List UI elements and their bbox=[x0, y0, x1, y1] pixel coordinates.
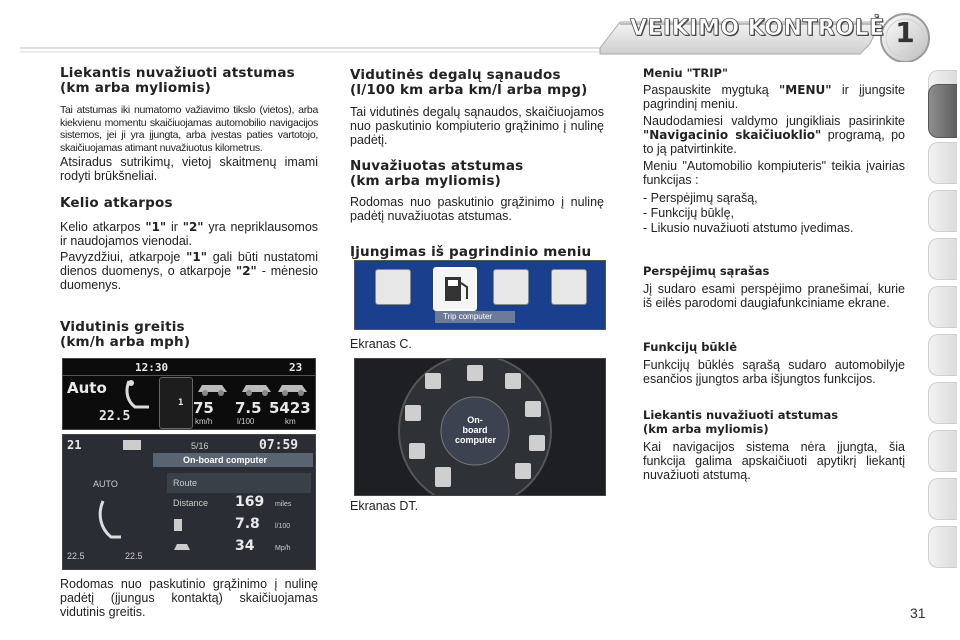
row-consumption[interactable] bbox=[167, 515, 311, 535]
column-middle bbox=[350, 68, 604, 260]
caption: Ekranas DT. bbox=[350, 499, 419, 513]
chapter-title: VEIKIMO KONTROLĖ bbox=[630, 16, 885, 41]
chapter-tab-active[interactable] bbox=[928, 84, 957, 138]
list-item: - Likusio nuvažiuoti atstumo įvedimas. bbox=[643, 221, 854, 235]
paragraph: Meniu "Automobilio kompiuteris" teikia įvairias funkcijas : bbox=[643, 159, 905, 187]
distance-unit: km bbox=[285, 417, 296, 426]
display-screen-dt-menu bbox=[354, 358, 606, 496]
function-list bbox=[643, 191, 905, 236]
clock: 12:30 bbox=[135, 361, 169, 374]
chapter-tab[interactable] bbox=[928, 526, 957, 568]
chapter-number bbox=[881, 14, 929, 56]
fan-icon bbox=[121, 437, 143, 453]
section-title: Vidutinis greitis (km/h arba mph) bbox=[60, 319, 191, 350]
chapter-tabs bbox=[928, 70, 960, 580]
row-unit: Mp/h bbox=[275, 545, 291, 552]
temperature-left: 21 bbox=[67, 438, 82, 452]
avg-speed-value: 75 bbox=[193, 399, 214, 417]
menu-icon-trip-computer[interactable] bbox=[433, 267, 477, 311]
paragraph: Tai vidutinės degalų sąnaudos, skaičiuojamos nuo paskutinio kompiuterio grąžinimo į nulinę padėtį. bbox=[350, 105, 604, 147]
chapter-tab[interactable] bbox=[928, 382, 957, 424]
section-title: Liekantis nuvažiuoti atstumas (km arba myliomis) bbox=[643, 408, 839, 436]
fuel-icon bbox=[173, 518, 183, 532]
row-speed[interactable] bbox=[167, 537, 311, 557]
car-icon bbox=[173, 542, 191, 552]
row-label: Route bbox=[173, 478, 198, 488]
row-label: Distance bbox=[173, 498, 209, 508]
title-bar bbox=[153, 453, 313, 467]
screen-title: On-board computer bbox=[183, 455, 268, 465]
paragraph: Funkcijų būklės sąrašą sudaro automobilyje esančios įjungtos arba išjungtos funkcijos. bbox=[643, 358, 905, 386]
section-title: Liekantis nuvažiuoti atstumas (km arba myliomis) bbox=[60, 65, 295, 96]
paragraph: Rodomas nuo paskutinio grąžinimo į nulinę padėtį nuvažiuotas atstumas. bbox=[350, 195, 604, 223]
outside-temperature: 23 bbox=[289, 361, 303, 374]
paragraph: Jį sudaro esami perspėjimo pranešimai, kurie iš eilės parodomi daugiafunkciniame ekrane. bbox=[643, 282, 905, 310]
chapter-tab[interactable] bbox=[928, 190, 957, 232]
paragraph: Atsiradus sutrikimų, vietoj skaitmenų imami rodyti brūkšneliai. bbox=[60, 155, 318, 183]
chapter-tab[interactable] bbox=[928, 142, 957, 184]
row-unit: miles bbox=[275, 501, 292, 508]
avg-speed-unit: km/h bbox=[195, 417, 213, 426]
distance-value: 5423 bbox=[269, 399, 311, 417]
menu-center-label: On-board computer bbox=[455, 415, 497, 445]
chapter-tab[interactable] bbox=[928, 430, 957, 472]
row-value: 34 bbox=[235, 538, 255, 554]
menu-icon-radio[interactable] bbox=[375, 269, 411, 305]
paragraph: Pavyzdžiui, atkarpoje "1" gali būti nustatomi dienos duomenys, o atkarpoje "2" - mėnesio duomenys. bbox=[60, 250, 318, 292]
seat-icon bbox=[119, 377, 153, 413]
paragraph: Rodomas nuo paskutinio grąžinimo į nulinę padėtį (įjungus kontaktą) skaičiuojamas vidutinis greitis. bbox=[60, 577, 318, 619]
temperature-left: 22.5 bbox=[99, 409, 131, 424]
distance-car-icon bbox=[275, 379, 311, 397]
paragraph: Naudodamiesi valdymo jungikliais pasirinkite "Navigacinio skaičiuoklio" programą, po to ją patvirtinkite. bbox=[643, 114, 905, 156]
section-title: Vidutinės degalų sąnaudos (l/100 km arba km/l arba mpg) bbox=[350, 67, 588, 98]
display-screen-c bbox=[62, 358, 316, 430]
section-title: Meniu "TRIP" bbox=[643, 66, 728, 80]
paragraph: Tai atstumas iki numatomo važiavimo tikslo (vietos), arba kiekvienu momentu skaičiuojamas automobilio navigacijos sistemos, jei ji yra įjungta, arba įvestas paties vartotojo, skaičiuojamas atimant nuvažiuotus kilometrus. bbox=[60, 104, 318, 154]
list-item: - Funkcijų būklę, bbox=[643, 206, 735, 220]
fuel-car-icon bbox=[239, 379, 275, 397]
menu-label: Trip computer bbox=[443, 312, 493, 321]
row-unit: l/100 bbox=[275, 523, 291, 530]
climate-mode: AUTO bbox=[93, 479, 118, 489]
column-left-bottom bbox=[60, 577, 318, 619]
paragraph: Paspauskite mygtuką "MENU" ir įjungsite pagrindinį meniu. bbox=[643, 83, 905, 111]
clock: 07:59 bbox=[259, 438, 299, 453]
chapter-tab[interactable] bbox=[928, 334, 957, 376]
paragraph: Kelio atkarpos "1" ir "2" yra nepriklausomos ir naudojamos vienodai. bbox=[60, 220, 319, 248]
menu-icon-settings[interactable] bbox=[493, 269, 529, 305]
seat-icon bbox=[93, 497, 123, 547]
trip-number: 1 bbox=[178, 398, 184, 408]
caption: Ekranas C. bbox=[350, 337, 412, 351]
section-title: Kelio atkarpos bbox=[60, 195, 173, 211]
display-screen-c-menu bbox=[354, 260, 606, 330]
column-left bbox=[60, 66, 318, 350]
temperature-bottom-right: 22.5 bbox=[125, 551, 143, 561]
menu-icon-climate[interactable] bbox=[551, 269, 587, 305]
chapter-tab[interactable] bbox=[928, 478, 957, 520]
chapter-number-text: 1 bbox=[895, 16, 915, 49]
avg-consumption-unit: l/100 bbox=[237, 417, 255, 426]
section-title: Funkcijų būklė bbox=[643, 340, 738, 354]
page-header bbox=[0, 0, 960, 62]
section-title: Nuvažiuotas atstumas (km arba myliomis) bbox=[350, 158, 524, 189]
menu-label-bar bbox=[435, 311, 515, 323]
row-route[interactable] bbox=[167, 473, 311, 493]
row-value: 7.8 bbox=[235, 516, 260, 532]
chapter-tab[interactable] bbox=[928, 286, 957, 328]
date: 5/16 bbox=[191, 441, 209, 451]
row-distance[interactable] bbox=[167, 493, 311, 513]
list-item: - Perspėjimų sąrašą, bbox=[643, 191, 758, 205]
climate-mode: Auto bbox=[67, 379, 107, 397]
column-right bbox=[643, 66, 905, 482]
paragraph: Kai navigacijos sistema nėra įjungta, šia funkcija galima apskaičiuoti apytikrį liekantį nuvažiuoti atstumą. bbox=[643, 440, 905, 482]
fuel-pump-icon bbox=[435, 269, 475, 309]
page-number: 31 bbox=[910, 605, 926, 621]
avg-consumption-value: 7.5 bbox=[235, 399, 262, 417]
car-icon bbox=[195, 379, 231, 397]
trip-selector bbox=[159, 377, 193, 429]
section-title: Perspėjimų sąrašas bbox=[643, 264, 770, 278]
row-value: 169 bbox=[235, 494, 265, 510]
chapter-tab[interactable] bbox=[928, 238, 957, 280]
section-title: Įjungimas iš pagrindinio meniu bbox=[350, 244, 592, 260]
display-screen-dt-trip bbox=[62, 434, 316, 570]
temperature-bottom-left: 22.5 bbox=[67, 551, 85, 561]
